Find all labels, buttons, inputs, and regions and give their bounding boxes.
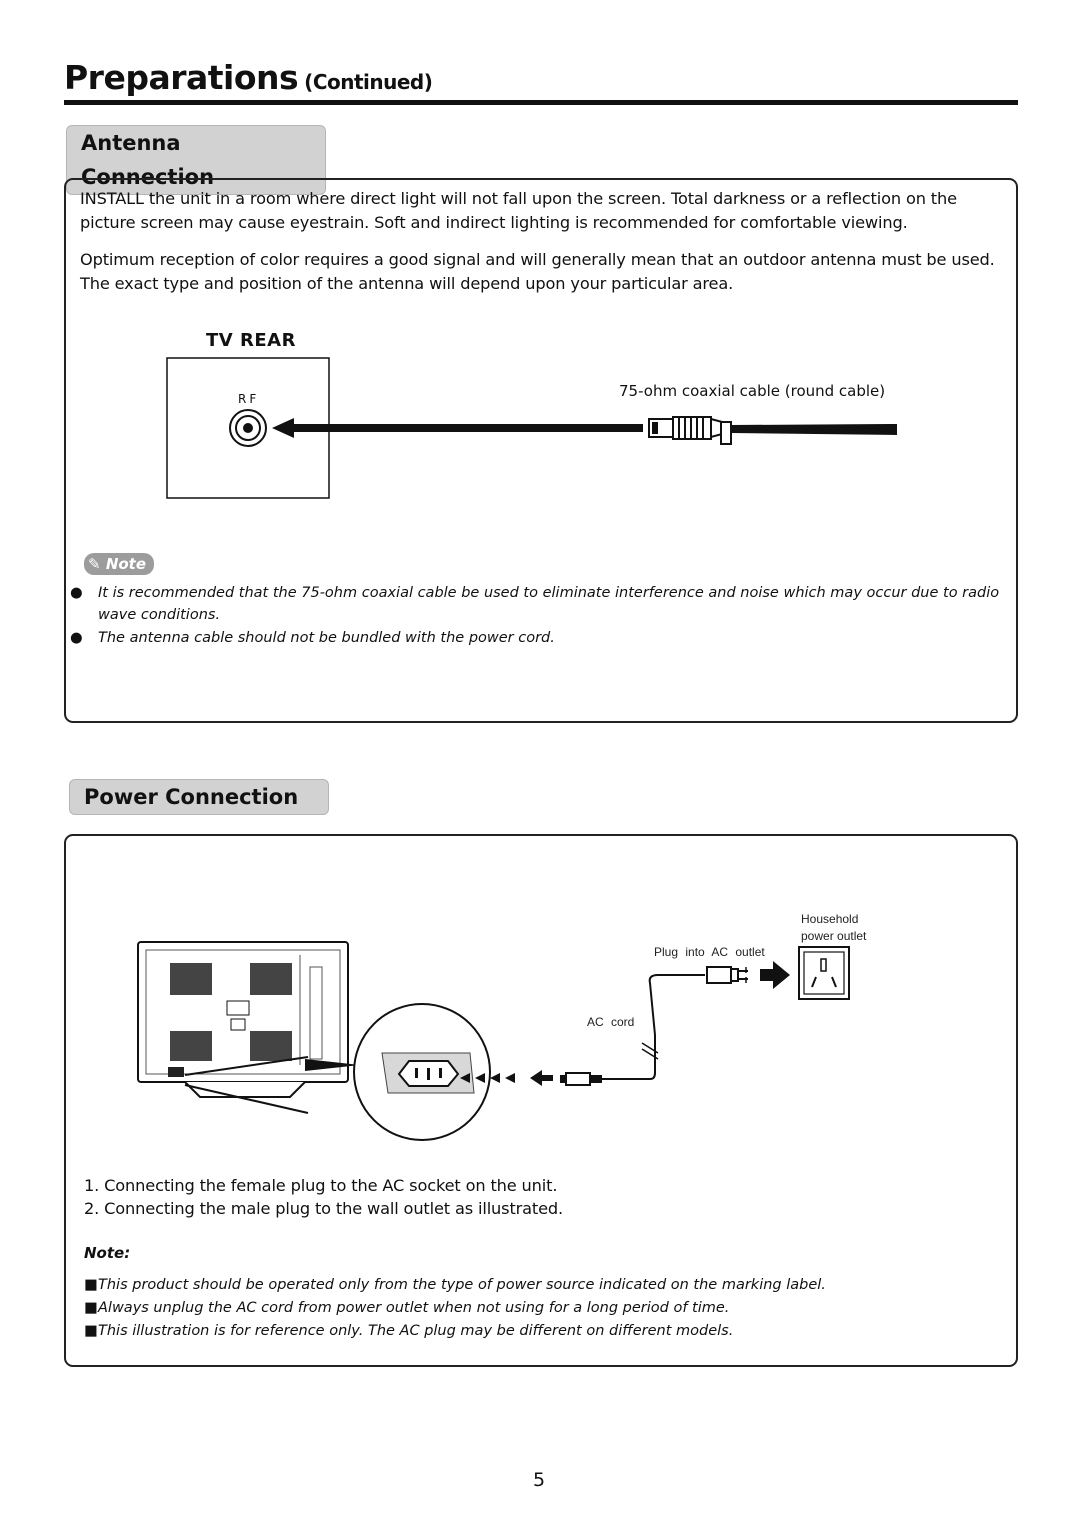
- antenna-note-1: ● It is recommended that the 75-ohm coaxial cable be used to eliminate interference and noise which may occur due to radio wave conditions.: [84, 582, 1023, 626]
- power-note-3: ■This illustration is for reference only. The AC plug may be different on different models.: [84, 1320, 1009, 1342]
- antenna-diagram: [160, 355, 920, 505]
- coax-cable: [731, 424, 897, 435]
- ac-cord-label: AC cord: [587, 1015, 635, 1029]
- power-note-2: ■Always unplug the AC cord from power outlet when not using for a long period of time.: [84, 1297, 1009, 1319]
- power-step-1: 1. Connecting the female plug to the AC socket on the unit.: [84, 1176, 558, 1195]
- note-badge: [84, 553, 154, 575]
- note-badge-label: Note: [105, 555, 147, 573]
- antenna-section-tab: Antenna Connection: [66, 125, 326, 195]
- power-note-heading: Note:: [84, 1244, 131, 1262]
- page-number: 5: [533, 1469, 546, 1491]
- female-plug-icon: [560, 1073, 602, 1085]
- household-label-1: Household: [801, 912, 859, 926]
- household-label-2: power outlet: [801, 929, 867, 943]
- tv-rear-label: TV REAR: [206, 330, 296, 351]
- male-plug-icon: [707, 967, 748, 983]
- tv-back-icon: [138, 942, 348, 1097]
- power-note-1: ■This product should be operated only from the type of power source indicated on the marking label.: [84, 1274, 1009, 1296]
- wall-outlet-icon: [799, 947, 849, 999]
- antenna-note-2: ● The antenna cable should not be bundled with the power cord.: [84, 627, 1023, 649]
- paperclip-icon: ✎: [88, 555, 101, 573]
- antenna-paragraph-2: Optimum reception of color requires a good signal and will generally mean that an outdoor antenna must be used. The exact type and position of the antenna will depend upon your particular area.: [80, 250, 995, 293]
- bullet-icon: ■: [84, 1300, 98, 1316]
- bullet-icon: ■: [84, 1323, 98, 1339]
- ac-socket-icon: [382, 1053, 474, 1093]
- title-rule: [64, 100, 1018, 105]
- page-subtitle: (Continued): [304, 70, 433, 94]
- page-title: [64, 58, 432, 97]
- rf-jack-icon: [230, 410, 266, 446]
- power-step-2: 2. Connecting the male plug to the wall outlet as illustrated.: [84, 1199, 564, 1218]
- right-arrow-icon: [760, 961, 790, 989]
- bullet-icon: ●: [70, 630, 83, 646]
- antenna-paragraph-1: INSTALL the unit in a room where direct light will not fall upon the screen. Total darkness or a reflection on the picture screen may cause eyestrain. Soft and indirect lighting is recommended for comfortable viewing.: [80, 189, 957, 232]
- bullet-icon: ■: [84, 1277, 98, 1293]
- coax-cable-label: 75-ohm coaxial cable (round cable): [619, 382, 886, 400]
- bullet-icon: ●: [70, 585, 83, 601]
- power-section-tab: Power Connection: [69, 779, 329, 815]
- plug-into-ac-outlet-label: Plug into AC outlet: [654, 945, 765, 959]
- coax-plug-icon: [649, 417, 731, 444]
- rf-label: RF: [238, 392, 260, 406]
- page-title-text: Preparations: [64, 58, 299, 97]
- power-diagram: [130, 905, 870, 1155]
